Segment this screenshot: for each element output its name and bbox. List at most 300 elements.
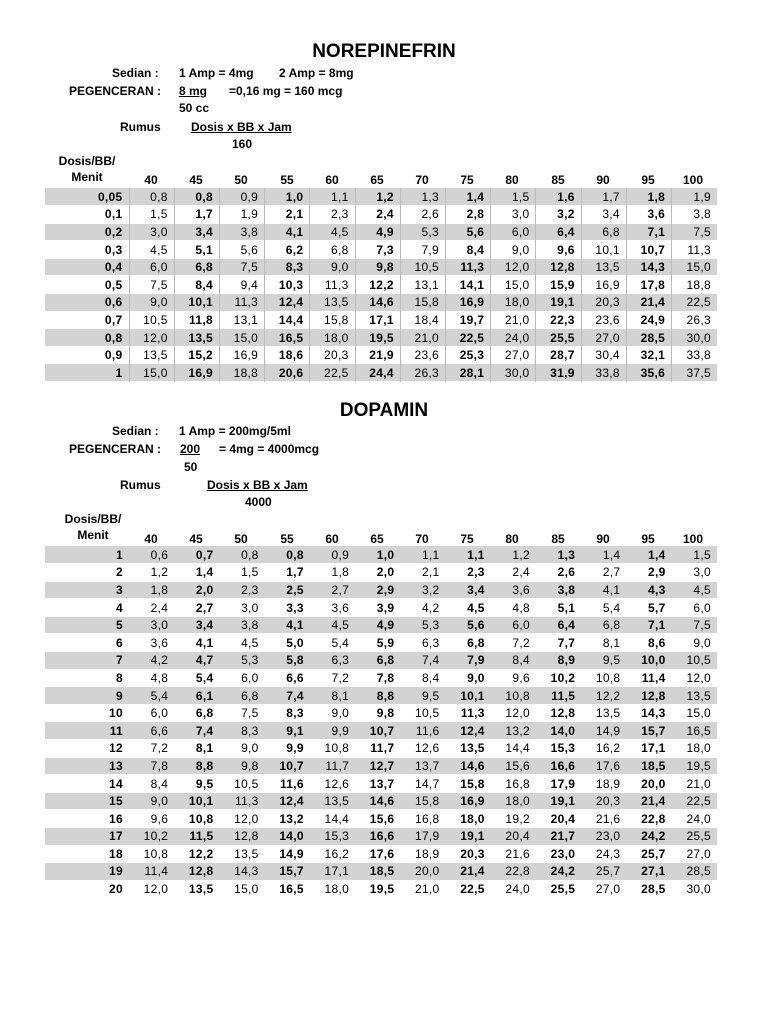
do-dose-label: 7 bbox=[116, 653, 123, 668]
ne-cell: 15,0 bbox=[491, 276, 536, 294]
table-row bbox=[45, 223, 717, 241]
do-cell: 12,4 bbox=[279, 794, 304, 809]
do-cell: 8,4 bbox=[421, 670, 440, 685]
ne-cell: 11,3 bbox=[310, 276, 355, 294]
do-cell: 4,2 bbox=[421, 600, 440, 615]
ne-cell: 3,8 bbox=[672, 206, 717, 224]
do-cell: 2,0 bbox=[195, 582, 214, 597]
ne-cell: 15,0 bbox=[219, 329, 264, 347]
ne-cell: 21,4 bbox=[626, 294, 671, 312]
do-cell: 2,3 bbox=[241, 582, 259, 597]
ne-cell: 21,0 bbox=[400, 329, 445, 347]
ne-cell: 7,9 bbox=[400, 241, 445, 259]
ne-pengenceran-label: PEGENCERAN : bbox=[69, 84, 162, 98]
table-row bbox=[45, 669, 717, 687]
ne-cell: 21,0 bbox=[491, 311, 536, 329]
ne-cell: 20,6 bbox=[265, 364, 310, 382]
ne-cell: 7,1 bbox=[626, 223, 671, 241]
do-cell: 0,8 bbox=[241, 547, 259, 562]
do-cell: 2,7 bbox=[195, 600, 214, 615]
do-cell: 1,1 bbox=[421, 547, 440, 562]
do-cell: 15,7 bbox=[641, 723, 666, 738]
ne-dose-label: 0,1 bbox=[104, 207, 123, 222]
do-cell: 1,4 bbox=[648, 547, 666, 562]
do-cell: 9,8 bbox=[376, 706, 395, 721]
ne-cell: 3,0 bbox=[129, 223, 174, 241]
do-cell: 5,8 bbox=[286, 653, 304, 668]
do-cell: 4,1 bbox=[195, 635, 214, 650]
do-cell: 20,4 bbox=[505, 829, 530, 844]
do-cell: 2,6 bbox=[557, 565, 576, 580]
ne-col-header: 55 bbox=[280, 173, 294, 187]
ne-cell: 3,4 bbox=[581, 206, 626, 224]
ne-cell: 1,9 bbox=[672, 188, 717, 206]
do-cell: 4,5 bbox=[467, 600, 485, 615]
do-cell: 7,4 bbox=[195, 723, 214, 738]
do-cell: 6,3 bbox=[331, 653, 350, 668]
do-cell: 10,8 bbox=[188, 811, 214, 826]
ne-sediaan-value-1: 1 Amp = 4mg bbox=[179, 66, 254, 80]
do-cell: 10,5 bbox=[414, 706, 440, 721]
ne-cell: 6,8 bbox=[310, 241, 355, 259]
do-cell: 18,0 bbox=[324, 882, 350, 897]
ne-dose-label: 1 bbox=[115, 365, 123, 380]
do-cell: 8,3 bbox=[286, 706, 304, 721]
ne-cell: 15,0 bbox=[129, 364, 174, 382]
do-cell: 15,8 bbox=[414, 794, 440, 809]
do-cell: 14,4 bbox=[505, 741, 530, 756]
ne-cell: 8,4 bbox=[174, 276, 219, 294]
do-cell: 27,0 bbox=[595, 882, 621, 897]
ne-cell: 5,6 bbox=[446, 223, 491, 241]
do-cell: 11,7 bbox=[370, 741, 395, 756]
ne-cell: 12,0 bbox=[129, 329, 174, 347]
ne-cell: 28,5 bbox=[626, 329, 671, 347]
do-dose-label: 16 bbox=[109, 811, 123, 826]
do-cell: 15,3 bbox=[550, 741, 576, 756]
ne-cell: 1,7 bbox=[581, 188, 626, 206]
do-cell: 11,4 bbox=[641, 670, 666, 685]
table-row bbox=[45, 564, 717, 582]
do-cell: 18,9 bbox=[414, 846, 440, 861]
ne-cell: 15,8 bbox=[400, 294, 445, 312]
do-cell: 5,4 bbox=[150, 688, 169, 703]
do-cell: 2,0 bbox=[376, 565, 395, 580]
ne-cell: 16,9 bbox=[581, 276, 626, 294]
ne-cell: 5,1 bbox=[174, 241, 219, 259]
do-cell: 7,8 bbox=[376, 670, 395, 685]
do-cell: 7,2 bbox=[331, 670, 350, 685]
do-cell: 6,8 bbox=[602, 618, 621, 633]
do-cell: 4,8 bbox=[512, 600, 530, 615]
ne-cell: 21,9 bbox=[355, 346, 400, 364]
ne-cell: 4,5 bbox=[129, 241, 174, 259]
do-cell: 6,8 bbox=[467, 635, 485, 650]
do-cell: 5,1 bbox=[557, 600, 576, 615]
ne-cell: 13,1 bbox=[400, 276, 445, 294]
ne-cell: 11,3 bbox=[672, 241, 717, 259]
ne-cell: 7,5 bbox=[219, 258, 264, 276]
do-cell: 1,3 bbox=[557, 547, 576, 562]
ne-cell: 1,2 bbox=[355, 188, 400, 206]
do-cell: 7,4 bbox=[286, 688, 304, 703]
ne-cell: 26,3 bbox=[400, 364, 445, 382]
do-cell: 8,6 bbox=[648, 635, 666, 650]
do-cell: 11,5 bbox=[189, 829, 214, 844]
do-cell: 7,5 bbox=[241, 706, 259, 721]
do-cell: 6,4 bbox=[557, 618, 576, 633]
ne-cell: 37,5 bbox=[672, 364, 717, 382]
do-cell: 11,4 bbox=[144, 864, 169, 879]
do-cell: 15,6 bbox=[505, 758, 530, 773]
ne-cell: 1,9 bbox=[219, 206, 264, 224]
do-cell: 11,6 bbox=[279, 776, 304, 791]
do-cell: 14,6 bbox=[369, 794, 395, 809]
do-cell: 2,9 bbox=[648, 565, 666, 580]
do-dose-label: 10 bbox=[109, 706, 123, 721]
do-pengenceran-label: PEGENCERAN : bbox=[69, 442, 162, 456]
do-cell: 4,5 bbox=[331, 618, 350, 633]
ne-cell: 20,3 bbox=[310, 346, 355, 364]
table-row bbox=[45, 581, 717, 599]
do-cell: 13,5 bbox=[324, 794, 350, 809]
ne-cell: 1,4 bbox=[446, 188, 491, 206]
do-cell: 12,0 bbox=[234, 811, 259, 826]
do-cell: 19,5 bbox=[369, 882, 395, 897]
do-cell: 6,0 bbox=[150, 706, 169, 721]
do-cell: 0,7 bbox=[195, 547, 214, 562]
ne-cell: 10,1 bbox=[581, 241, 626, 259]
do-cell: 13,5 bbox=[188, 882, 214, 897]
ne-dose-label: 0,4 bbox=[104, 260, 123, 275]
do-dose-label: 15 bbox=[109, 794, 123, 809]
do-cell: 16,6 bbox=[550, 758, 576, 773]
ne-cell: 35,6 bbox=[626, 364, 671, 382]
do-cell: 1,0 bbox=[376, 547, 395, 562]
do-cell: 7,8 bbox=[150, 758, 169, 773]
do-cell: 7,9 bbox=[467, 653, 485, 668]
ne-rumus-denominator: 160 bbox=[232, 137, 253, 151]
do-cell: 16,9 bbox=[460, 794, 485, 809]
do-cell: 6,3 bbox=[421, 635, 440, 650]
table-row bbox=[45, 792, 717, 810]
do-cell: 6,8 bbox=[241, 688, 259, 703]
do-cell: 12,7 bbox=[369, 758, 395, 773]
ne-cell: 6,4 bbox=[536, 223, 581, 241]
do-dosis-header-line1: Dosis/BB/ bbox=[64, 512, 122, 526]
do-cell: 6,8 bbox=[195, 706, 214, 721]
do-cell: 4,7 bbox=[195, 653, 214, 668]
do-cell: 25,7 bbox=[595, 864, 621, 879]
table-row bbox=[45, 599, 717, 617]
do-cell: 2,4 bbox=[512, 565, 530, 580]
do-cell: 4,5 bbox=[693, 582, 711, 597]
do-cell: 0,6 bbox=[150, 547, 169, 562]
do-cell: 3,4 bbox=[195, 618, 214, 633]
ne-cell: 26,3 bbox=[672, 311, 717, 329]
do-cell: 10,7 bbox=[369, 723, 395, 738]
table-row bbox=[45, 329, 717, 347]
ne-cell: 1,7 bbox=[174, 206, 219, 224]
do-cell: 10,8 bbox=[505, 688, 530, 703]
do-cell: 10,8 bbox=[595, 670, 621, 685]
do-cell: 2,3 bbox=[467, 565, 485, 580]
ne-dose-label: 0,6 bbox=[104, 295, 123, 310]
do-cell: 2,5 bbox=[286, 582, 304, 597]
do-cell: 18,0 bbox=[460, 811, 485, 826]
ne-cell: 18,4 bbox=[400, 311, 445, 329]
table-row bbox=[45, 687, 717, 705]
do-cell: 15,0 bbox=[234, 882, 259, 897]
do-cell: 13,5 bbox=[460, 741, 485, 756]
ne-cell: 19,7 bbox=[446, 311, 491, 329]
table-row bbox=[45, 740, 717, 758]
do-cell: 10,1 bbox=[188, 794, 214, 809]
ne-cell: 6,2 bbox=[265, 241, 310, 259]
ne-cell: 24,4 bbox=[355, 364, 400, 382]
do-cell: 21,4 bbox=[460, 864, 485, 879]
do-cell: 2,7 bbox=[331, 582, 350, 597]
ne-cell: 11,3 bbox=[446, 258, 491, 276]
do-cell: 7,1 bbox=[648, 618, 666, 633]
do-dose-label: 6 bbox=[116, 635, 123, 650]
do-cell: 6,1 bbox=[195, 688, 214, 703]
do-dose-label: 17 bbox=[109, 829, 123, 844]
do-cell: 10,5 bbox=[686, 653, 711, 668]
do-cell: 16,8 bbox=[414, 811, 440, 826]
ne-cell: 23,6 bbox=[581, 311, 626, 329]
do-cell: 17,6 bbox=[369, 846, 395, 861]
do-cell: 8,3 bbox=[241, 723, 259, 738]
do-cell: 5,4 bbox=[331, 635, 350, 650]
do-cell: 9,9 bbox=[286, 741, 304, 756]
do-cell: 15,0 bbox=[686, 706, 711, 721]
ne-cell: 3,4 bbox=[174, 223, 219, 241]
do-cell: 24,0 bbox=[505, 882, 530, 897]
do-cell: 14,9 bbox=[595, 723, 621, 738]
do-cell: 12,8 bbox=[641, 688, 666, 703]
ne-cell: 1,3 bbox=[400, 188, 445, 206]
ne-dosis-header-line2: Menit bbox=[71, 170, 103, 184]
do-cell: 3,6 bbox=[331, 600, 350, 615]
do-cell: 16,2 bbox=[324, 846, 350, 861]
do-cell: 5,9 bbox=[376, 635, 395, 650]
do-cell: 10,5 bbox=[234, 776, 259, 791]
do-cell: 25,7 bbox=[641, 846, 666, 861]
do-dose-label: 13 bbox=[109, 758, 123, 773]
do-cell: 7,4 bbox=[421, 653, 440, 668]
ne-cell: 1,8 bbox=[626, 188, 671, 206]
do-cell: 9,0 bbox=[331, 706, 350, 721]
do-cell: 20,3 bbox=[595, 794, 621, 809]
do-cell: 24,0 bbox=[686, 811, 711, 826]
ne-cell: 2,1 bbox=[265, 206, 310, 224]
ne-cell: 10,5 bbox=[129, 311, 174, 329]
ne-col-header: 45 bbox=[189, 173, 203, 187]
do-cell: 8,1 bbox=[602, 635, 621, 650]
ne-dose-label: 0,3 bbox=[104, 242, 123, 257]
do-pengenceran-result: = 4mg = 4000mcg bbox=[219, 442, 320, 456]
do-dose-label: 18 bbox=[109, 846, 123, 861]
do-cell: 22,8 bbox=[641, 811, 666, 826]
table-row bbox=[45, 258, 717, 276]
do-cell: 12,6 bbox=[414, 741, 440, 756]
ne-dose-label: 0,5 bbox=[104, 277, 123, 292]
do-rumus-numerator: Dosis x BB x Jam bbox=[207, 478, 308, 492]
ne-pengenceran-result: =0,16 mg = 160 mcg bbox=[229, 84, 343, 98]
do-cell: 4,1 bbox=[286, 618, 304, 633]
do-cell: 5,3 bbox=[241, 653, 259, 668]
do-cell: 14,7 bbox=[414, 776, 440, 791]
do-rumus-label: Rumus bbox=[120, 478, 161, 492]
do-cell: 14,0 bbox=[550, 723, 576, 738]
do-cell: 10,0 bbox=[641, 653, 666, 668]
ne-cell: 12,8 bbox=[536, 258, 581, 276]
ne-cell: 23,6 bbox=[400, 346, 445, 364]
do-col-header: 70 bbox=[415, 532, 429, 546]
ne-cell: 13,5 bbox=[581, 258, 626, 276]
ne-cell: 30,0 bbox=[672, 329, 717, 347]
ne-dose-label: 0,7 bbox=[104, 312, 123, 327]
do-dose-label: 4 bbox=[116, 600, 123, 615]
ne-cell: 3,2 bbox=[536, 206, 581, 224]
ne-col-header: 85 bbox=[551, 173, 565, 187]
do-cell: 17,1 bbox=[324, 864, 350, 879]
ne-cell: 27,0 bbox=[581, 329, 626, 347]
do-cell: 15,6 bbox=[369, 811, 395, 826]
ne-cell: 10,7 bbox=[626, 241, 671, 259]
table-row bbox=[45, 311, 717, 329]
do-cell: 16,5 bbox=[279, 882, 304, 897]
ne-col-header: 70 bbox=[415, 173, 429, 187]
table-row bbox=[45, 863, 717, 881]
table-row bbox=[45, 346, 717, 364]
dopamin-title: DOPAMIN bbox=[339, 400, 429, 421]
ne-cell: 6,8 bbox=[174, 258, 219, 276]
table-row bbox=[45, 704, 717, 722]
ne-cell: 14,6 bbox=[355, 294, 400, 312]
do-cell: 8,8 bbox=[376, 688, 395, 703]
do-cell: 5,0 bbox=[286, 635, 304, 650]
do-cell: 13,7 bbox=[414, 758, 440, 773]
ne-cell: 13,1 bbox=[219, 311, 264, 329]
ne-cell: 2,3 bbox=[310, 206, 355, 224]
do-cell: 4,9 bbox=[376, 618, 395, 633]
do-cell: 19,5 bbox=[686, 758, 711, 773]
do-col-header: 40 bbox=[144, 532, 158, 546]
ne-cell: 1,5 bbox=[129, 206, 174, 224]
do-cell: 16,6 bbox=[369, 829, 395, 844]
do-cell: 11,3 bbox=[234, 794, 259, 809]
ne-cell: 3,8 bbox=[219, 223, 264, 241]
ne-cell: 25,5 bbox=[536, 329, 581, 347]
ne-cell: 1,1 bbox=[310, 188, 355, 206]
do-cell: 1,8 bbox=[331, 565, 350, 580]
do-cell: 0,9 bbox=[331, 547, 350, 562]
do-dose-label: 3 bbox=[116, 582, 123, 597]
ne-cell: 33,8 bbox=[672, 346, 717, 364]
do-col-header: 60 bbox=[325, 532, 339, 546]
ne-cell: 18,8 bbox=[672, 276, 717, 294]
ne-cell: 10,5 bbox=[400, 258, 445, 276]
ne-pengenceran-denominator: 50 cc bbox=[179, 101, 210, 115]
ne-cell: 16,9 bbox=[174, 364, 219, 382]
do-cell: 20,0 bbox=[414, 864, 440, 879]
do-cell: 20,0 bbox=[641, 776, 666, 791]
ne-cell: 28,7 bbox=[536, 346, 581, 364]
ne-cell: 7,3 bbox=[355, 241, 400, 259]
do-dose-label: 12 bbox=[109, 741, 123, 756]
ne-cell: 22,3 bbox=[536, 311, 581, 329]
do-cell: 10,8 bbox=[324, 741, 350, 756]
do-dosis-header bbox=[53, 511, 133, 543]
ne-col-header: 50 bbox=[234, 173, 248, 187]
do-cell: 1,4 bbox=[602, 547, 621, 562]
do-pengenceran-denominator: 50 bbox=[184, 460, 198, 474]
ne-cell: 32,1 bbox=[626, 346, 671, 364]
do-cell: 9,6 bbox=[512, 670, 530, 685]
ne-cell: 7,5 bbox=[129, 276, 174, 294]
ne-cell: 9,4 bbox=[219, 276, 264, 294]
do-cell: 5,7 bbox=[648, 600, 666, 615]
do-cell: 5,6 bbox=[467, 618, 485, 633]
table-row bbox=[45, 845, 717, 863]
do-cell: 21,6 bbox=[505, 846, 530, 861]
do-cell: 0,8 bbox=[286, 547, 304, 562]
do-cell: 1,2 bbox=[150, 565, 169, 580]
do-cell: 17,9 bbox=[550, 776, 576, 791]
do-cell: 16,2 bbox=[595, 741, 621, 756]
ne-cell: 13,5 bbox=[129, 346, 174, 364]
do-cell: 2,1 bbox=[421, 565, 440, 580]
do-cell: 11,7 bbox=[325, 758, 350, 773]
ne-cell: 15,9 bbox=[536, 276, 581, 294]
do-cell: 8,4 bbox=[150, 776, 169, 791]
ne-cell: 33,8 bbox=[581, 364, 626, 382]
do-cell: 13,2 bbox=[505, 723, 530, 738]
do-cell: 3,8 bbox=[557, 582, 576, 597]
do-cell: 3,0 bbox=[241, 600, 259, 615]
do-cell: 6,8 bbox=[376, 653, 395, 668]
do-cell: 7,7 bbox=[557, 635, 576, 650]
ne-cell: 13,5 bbox=[174, 329, 219, 347]
do-dose-label: 1 bbox=[116, 547, 123, 562]
ne-cell: 14,4 bbox=[265, 311, 310, 329]
table-row bbox=[45, 757, 717, 775]
table-row bbox=[45, 828, 717, 846]
do-cell: 18,0 bbox=[505, 794, 530, 809]
ne-cell: 1,5 bbox=[491, 188, 536, 206]
ne-cell: 18,8 bbox=[219, 364, 264, 382]
do-cell: 14,6 bbox=[460, 758, 485, 773]
do-cell: 1,5 bbox=[693, 547, 711, 562]
do-col-header: 85 bbox=[551, 532, 565, 546]
do-dose-label: 11 bbox=[109, 723, 123, 738]
do-cell: 4,8 bbox=[150, 670, 169, 685]
do-cell: 11,3 bbox=[460, 706, 485, 721]
do-cell: 10,8 bbox=[143, 846, 169, 861]
ne-cell: 10,1 bbox=[174, 294, 219, 312]
ne-cell: 16,5 bbox=[265, 329, 310, 347]
ne-cell: 17,1 bbox=[355, 311, 400, 329]
do-dose-label: 2 bbox=[116, 565, 123, 580]
do-cell: 15,7 bbox=[279, 864, 304, 879]
ne-cell: 18,0 bbox=[491, 294, 536, 312]
do-cell: 19,2 bbox=[505, 811, 530, 826]
ne-cell: 20,3 bbox=[581, 294, 626, 312]
ne-col-header: 40 bbox=[144, 173, 158, 187]
ne-dose-label: 0,9 bbox=[104, 348, 123, 363]
